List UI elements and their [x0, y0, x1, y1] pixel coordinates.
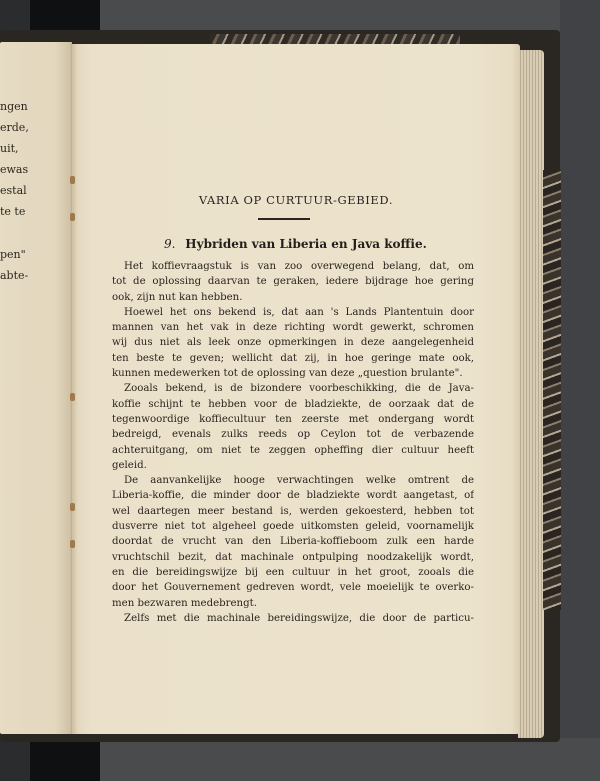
text-line: Liberia-koffie, die minder door de bladziekte wordt aangetast, of — [112, 490, 474, 502]
text-line: tot de oplossing daarvan te geraken, iedere bijdrage hoe gering — [112, 276, 474, 288]
body-text — [112, 259, 474, 626]
text-line: De aanvankelijke hooge verwachtingen welke omtrent de — [124, 475, 474, 487]
text-line: vruchtschil bezit, dat machinale ontpulping noodzakelijk wordt, — [112, 551, 474, 563]
left-page-line: ewas — [0, 163, 29, 176]
text-line: Zelfs met die machinale bereidingswijze, die door de particu- — [124, 612, 474, 624]
left-page-line: pen" — [0, 248, 26, 261]
section-title: Hybriden van Liberia en Java koffie. — [185, 237, 427, 251]
text-line: wij dus niet als leek onze opmerkingen in deze aangelegenheid — [112, 337, 474, 349]
text-line: geleid. — [112, 459, 147, 471]
text-line: door het Gouvernement gedreven wordt, vele moeielijk te overko- — [112, 582, 474, 594]
text-line: Het koffievraagstuk is van zoo overwegend belang, dat, om — [124, 261, 474, 272]
text-line: en die bereidingswijze bij een cultuur in het groot, zooals die — [112, 566, 474, 578]
text-line: tegenwoordige koffiecultuur ten zeerste met ondergang wordt — [112, 413, 474, 425]
text-line: kunnen medewerken tot de oplossing van deze „question brulante". — [112, 368, 463, 380]
text-line: koffie schijnt te hebben voor de bladziekte, de oorzaak dat de — [112, 398, 474, 410]
text-line: wel daartegen meer bestand is, werden gekoesterd, hebben tot — [112, 505, 474, 517]
left-page-line: abte- — [0, 269, 29, 282]
left-page — [0, 42, 72, 734]
left-page-line: te te — [0, 205, 26, 218]
left-page-line: estal — [0, 184, 27, 197]
page-title: VARIA OP CURTUUR-GEBIED. — [198, 193, 394, 207]
text-line: achteruitgang, om niet te zeggen opheffing dier cultuur heeft — [112, 444, 474, 456]
text-line: men bezwaren medebrengt. — [112, 597, 257, 609]
text-line: mannen van het vak in deze richting wordt gewerkt, schromen — [112, 322, 474, 334]
gutter-mark — [70, 503, 75, 511]
text-line: ten beste te geven; wellicht dat zij, in hoe geringe mate ook, — [112, 352, 474, 364]
marbled-edge-right — [543, 170, 561, 610]
text-line: ook, zijn nut kan hebben. — [112, 291, 243, 303]
text-line: Zooals bekend, is de bizondere voorbeschikking, die de Java- — [124, 383, 474, 395]
left-page-line: ngen — [0, 100, 28, 113]
gutter-mark — [70, 176, 75, 184]
background-right — [560, 0, 600, 781]
gutter-mark — [70, 393, 75, 401]
section-number: 9. — [164, 237, 176, 251]
left-page-line: uit, — [0, 142, 19, 155]
gutter-mark — [70, 540, 75, 548]
text-line: bedreigd, evenals zulks reeds op Ceylon tot de verbazende — [112, 429, 474, 441]
background-bottom — [0, 738, 600, 781]
gutter-mark — [70, 213, 75, 221]
page-block-edge — [518, 50, 544, 738]
title-rule — [258, 218, 310, 220]
section-heading — [164, 237, 427, 251]
text-line: Hoewel het ons bekend is, dat aan 's Lands Plantentuin door — [124, 306, 474, 318]
text-line: doordat de vrucht van den Liberia-koffieboom zulk een harde — [112, 536, 474, 548]
left-page-line: erde, — [0, 121, 29, 134]
text-line: dusverre niet tot algeheel goede uitkomsten geleid, voornamelijk — [112, 521, 474, 533]
